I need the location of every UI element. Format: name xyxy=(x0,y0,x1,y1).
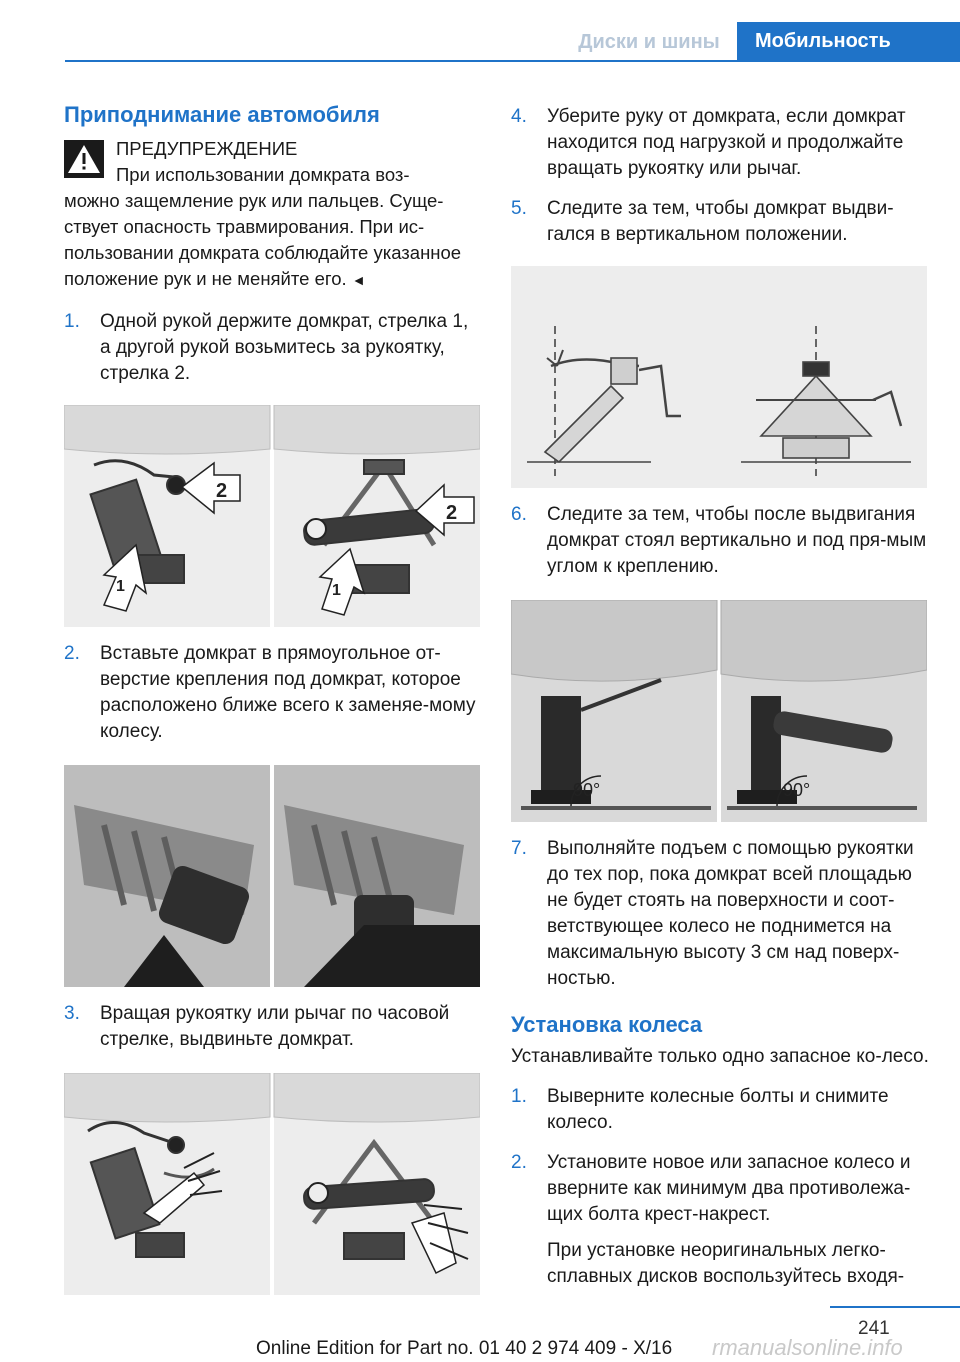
step-4 xyxy=(511,104,931,182)
mount-right xyxy=(274,765,480,987)
right-column xyxy=(511,100,931,1290)
mounting-intro: Устанавливайте только одно запасное ко-лесо. xyxy=(511,1046,929,1067)
online-edition-text: Online Edition for Part no. 01 40 2 974 409 - X/16 xyxy=(256,1338,673,1359)
angle-label-right: 90° xyxy=(783,780,811,800)
page-number: 241 xyxy=(858,1318,890,1339)
step-number: 5. xyxy=(511,198,527,219)
tab-wheels-and-tires[interactable]: Диски и шины xyxy=(578,30,720,53)
step-number: 1. xyxy=(511,1086,527,1107)
step-number: 6. xyxy=(511,504,527,525)
end-mark: ◄ xyxy=(351,272,366,288)
step-number: 1. xyxy=(64,311,80,332)
step-7 xyxy=(511,836,931,992)
step-text: Установите новое или запасное колесо и вверните как минимум два противолежа-щих болта крест-накрест. xyxy=(547,1152,911,1225)
figure-holding-jack xyxy=(64,405,480,627)
mount-step-1 xyxy=(511,1084,931,1136)
car-sill-right xyxy=(274,405,480,454)
step-2 xyxy=(64,641,484,745)
tab-mobility[interactable]: Мобильность xyxy=(737,22,960,60)
arrow-label-2-right: 2 xyxy=(446,502,458,524)
step-3 xyxy=(64,1001,484,1053)
step-text: Следите за тем, чтобы после выдвигания домкрат стоял вертикально и под пря-мым углом к креплению. xyxy=(547,504,927,577)
footer-rule xyxy=(830,1306,960,1308)
warning-block xyxy=(64,136,484,293)
step-number: 7. xyxy=(511,838,527,859)
step-text: Вставьте домкрат в прямоугольное от-верстие крепления под домкрат, которое расположено ближе всего к заменяе-мому колесу. xyxy=(100,643,476,742)
section-title-lifting: Приподнимание автомобиля xyxy=(64,102,380,127)
step-number: 4. xyxy=(511,106,527,127)
step-6 xyxy=(511,502,931,580)
figure-right-angle xyxy=(511,600,927,822)
step-text: Следите за тем, чтобы домкрат выдви-гался в вертикальном положении. xyxy=(547,198,894,245)
figure-cranking-jack xyxy=(64,1073,480,1295)
figure-vertical-diagram xyxy=(511,266,927,488)
step-text: Выверните колесные болты и снимите колесо. xyxy=(547,1086,889,1133)
step-text: Вращая рукоятку или рычаг по часовой стрелке, выдвиньте домкрат. xyxy=(100,1003,450,1050)
step-1 xyxy=(64,309,484,387)
mount-step-2 xyxy=(511,1150,931,1228)
warning-text-body: можно защемление рук или пальцев. Суще-ствует опасность травмирования. При ис-пользовании домкрата соблюдайте указанное положение рук и не меняйте его. xyxy=(64,190,462,289)
watermark: rmanualsonline.info xyxy=(712,1335,903,1360)
step-number: 3. xyxy=(64,1003,80,1024)
step-text: Выполняйте подъем с помощью рукоятки до тех пор, пока домкрат всей площадью не будет стоять на поверхности и соот-ветствующее колесо не поднимется на максимальную высоту 3 см над поверх-ностью. xyxy=(547,838,914,989)
car-sill-left xyxy=(64,405,270,454)
warning-text-rest xyxy=(64,188,484,293)
mount-note: При установке неоригинальных легко-сплавных дисков воспользуйтесь входя- xyxy=(547,1240,905,1287)
angle-label-left: 90° xyxy=(573,780,601,800)
section-title-mounting: Установка колеса xyxy=(511,1012,703,1037)
warning-icon xyxy=(64,140,104,178)
step-5 xyxy=(511,196,931,248)
warning-text-first: При использовании домкрата воз- xyxy=(116,164,410,185)
step-text: Одной рукой держите домкрат, стрелка 1, а другой рукой возьмитесь за рукоятку, стрелка 2. xyxy=(100,311,469,384)
step-number: 2. xyxy=(64,643,80,664)
warning-title: ПРЕДУПРЕЖДЕНИЕ xyxy=(116,138,298,159)
header-rule xyxy=(65,60,960,62)
step-number: 2. xyxy=(511,1152,527,1173)
step-text: Уберите руку от домкрата, если домкрат находится под нагрузкой и продолжайте вращать рукоятку или рычаг. xyxy=(547,106,906,179)
arrow-label-1-right: 1 xyxy=(332,582,341,599)
arrow-label-1: 1 xyxy=(116,578,125,595)
arrow-label-2: 2 xyxy=(216,480,228,502)
figure-jack-mount xyxy=(64,765,480,987)
mount-left xyxy=(64,765,270,987)
left-column xyxy=(64,100,484,1295)
